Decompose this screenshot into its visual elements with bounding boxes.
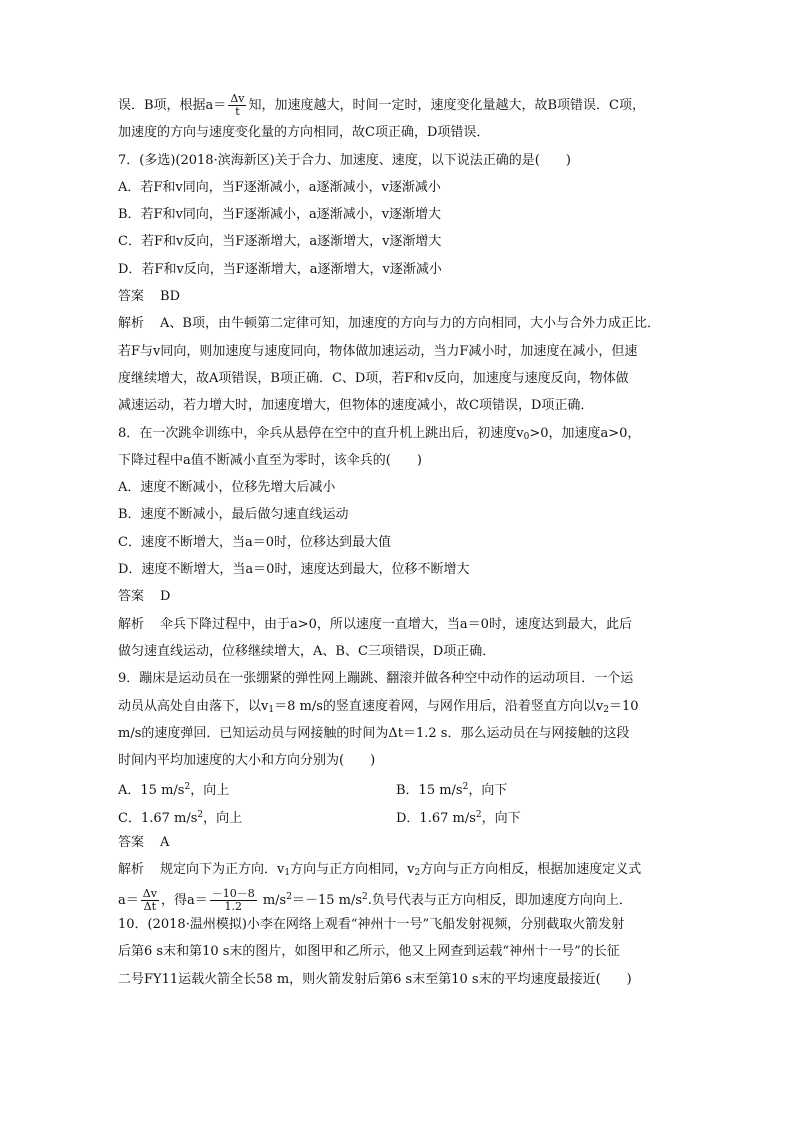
fraction xyxy=(141,888,159,911)
answer-value: BD xyxy=(160,289,180,305)
answer-label: 答案 xyxy=(118,289,145,305)
text: ，向上 xyxy=(203,810,243,826)
question-9-option-c xyxy=(118,811,242,826)
question-9-option-a xyxy=(118,783,229,798)
text: B．15 m/s xyxy=(396,783,463,799)
formula-line xyxy=(118,884,678,911)
text-line: 下降过程中a值不断减小直至为零时，该伞兵的( ) xyxy=(118,452,422,468)
text: C．1.67 m/s xyxy=(118,810,198,826)
answer-label: 答案 xyxy=(118,835,145,851)
text: 伞兵下降过程中，由于a>0，所以速度一直增大，当a＝0时，速度达到最大，此后 xyxy=(160,616,632,632)
text: 规定向下为正方向．v xyxy=(160,862,285,878)
question-9-explanation xyxy=(118,856,678,883)
superscript: 2 xyxy=(184,782,191,793)
superscript: 2 xyxy=(286,891,292,902)
explanation-label: 解析 xyxy=(118,862,145,878)
superscript: 2 xyxy=(197,809,204,820)
question-8-option-b: B．速度不断减小，最后做匀速直线运动 xyxy=(118,507,349,523)
subscript: 0 xyxy=(523,431,530,442)
text: 动员从高处自由落下，以v xyxy=(118,698,269,714)
text-line: 减速运动，若力增大时，加速度增大，但物体的速度减小，故C项错误，D项正确． xyxy=(118,398,594,414)
question-7-option-b: B．若F和v同向，当F逐渐减小，a逐渐减小，v逐渐增大 xyxy=(118,207,442,223)
text: A、B项，由牛顿第二定律可知，加速度的方向与力的方向相同，大小与合外力成正比． xyxy=(160,316,660,332)
subscript: 1 xyxy=(284,868,291,879)
text-line xyxy=(118,92,678,119)
fraction-denominator: Δt xyxy=(143,899,157,911)
answer-value: D xyxy=(160,589,171,605)
subscript: 2 xyxy=(414,868,421,879)
superscript: 2 xyxy=(475,809,482,820)
question-10-stem: 10．(2018·温州模拟)小李在网络上观看“神州十一号”飞船发射视频，分别截取火箭发射 xyxy=(118,916,625,932)
question-9-options-row-2 xyxy=(118,802,678,829)
fraction-numerator: －10－8 xyxy=(211,886,255,900)
text-line: 后第6 s末和第10 s末的图片，如图甲和乙所示，他又上网查到运载“神州十一号”的长征 xyxy=(118,944,620,960)
text: m/s xyxy=(258,892,287,908)
question-8-stem xyxy=(118,420,678,447)
fraction-denominator: t xyxy=(235,105,240,118)
text: ＝10 xyxy=(608,698,639,714)
text: 方向与正方向相反，根据加速度定义式 xyxy=(420,862,642,878)
text: ，向下 xyxy=(468,783,508,799)
text-line: 度继续增大，故A项错误，B项正确．C、D项，若F和v反向，加速度与速度反向，物体做 xyxy=(118,370,629,386)
fraction-numerator: Δv xyxy=(142,886,157,900)
text: a＝ xyxy=(118,892,139,908)
text: 8．在一次跳伞训练中，伞兵从悬停在空中的直升机上跳出后，初速度v xyxy=(118,425,524,441)
subscript: 1 xyxy=(268,704,275,715)
question-8-explanation xyxy=(118,611,678,638)
text-line xyxy=(118,693,678,720)
question-7-answer xyxy=(118,283,678,310)
text: D．1.67 m/s xyxy=(396,810,476,826)
question-7-option-c: C．若F和v反向，当F逐渐增大，a逐渐增大，v逐渐增大 xyxy=(118,234,442,250)
text-line: 时间内平均加速度的大小和方向分别为( ) xyxy=(118,753,376,769)
text: ＝－15 m/s xyxy=(291,892,363,908)
text-line: 若F与v同向，则加速度与速度同向，物体做加速运动，当力F减小时，加速度在减小，但速 xyxy=(118,343,638,359)
text-line: 加速度的方向与速度变化量的方向相同，故C项正确，D项错误． xyxy=(118,125,490,141)
answer-label: 答案 xyxy=(118,589,145,605)
text: ＝8 m/s的竖直速度着网，与网作用后，沿着竖直方向以v xyxy=(274,698,604,714)
text: ，向上 xyxy=(190,783,230,799)
question-7-explanation xyxy=(118,310,678,337)
question-7-option-a: A．若F和v同向，当F逐渐减小，a逐渐减小，v逐渐减小 xyxy=(118,179,441,195)
fraction-numerator: Δv xyxy=(230,92,245,105)
question-9-answer xyxy=(118,829,678,856)
document-page xyxy=(118,92,678,993)
question-7-stem: 7．(多选)(2018·滨海新区)关于合力、加速度、速度，以下说法正确的是( ) xyxy=(118,152,571,168)
question-9-stem: 9．蹦床是运动员在一张绷紧的弹性网上蹦跳、翻滚并做各种空中动作的运动项目．一个运 xyxy=(118,671,634,687)
fraction xyxy=(210,888,257,911)
text: 方向与正方向相同，v xyxy=(290,862,415,878)
fraction xyxy=(228,93,246,118)
superscript: 2 xyxy=(362,891,368,902)
explanation-label: 解析 xyxy=(118,616,145,632)
question-8-option-a: A．速度不断减小，位移先增大后减小 xyxy=(118,480,336,496)
text: >0，加速度a>0， xyxy=(529,425,641,441)
question-9-option-d xyxy=(396,802,521,829)
text-line: 二号FY11运载火箭全长58 m，则火箭发射后第6 s末至第10 s末的平均速度最接近( ) xyxy=(118,971,632,987)
question-8-option-c: C．速度不断增大，当a＝0时，位移达到最大值 xyxy=(118,534,391,550)
question-9-options-row-1 xyxy=(118,774,678,801)
text: 知，加速度越大，时间一定时，速度变化量越大，故B项错误．C项， xyxy=(248,98,645,113)
text: ，向下 xyxy=(481,810,521,826)
explanation-label: 解析 xyxy=(118,316,145,332)
text: ，得a＝ xyxy=(160,892,208,908)
text: 误．B项，根据a＝ xyxy=(118,98,227,113)
question-8-option-d: D．速度不断增大，当a＝0时，速度达到最大，位移不断增大 xyxy=(118,562,470,578)
question-8-answer xyxy=(118,583,678,610)
text-line: 做匀速直线运动，位移继续增大，A、B、C三项错误，D项正确． xyxy=(118,643,496,659)
subscript: 2 xyxy=(603,704,609,715)
text: .负号代表与正方向相反，即加速度方向向上． xyxy=(367,892,632,908)
superscript: 2 xyxy=(462,782,469,793)
fraction-denominator: 1.2 xyxy=(224,899,242,911)
question-7-option-d: D．若F和v反向，当F逐渐增大，a逐渐增大，v逐渐减小 xyxy=(118,261,442,277)
answer-value: A xyxy=(160,835,170,851)
question-9-option-b xyxy=(396,774,507,801)
text-line: m/s的速度弹回．已知运动员与网接触的时间为Δt＝1.2 s．那么运动员在与网接触的这段 xyxy=(118,725,630,741)
text: A．15 m/s xyxy=(118,783,185,799)
